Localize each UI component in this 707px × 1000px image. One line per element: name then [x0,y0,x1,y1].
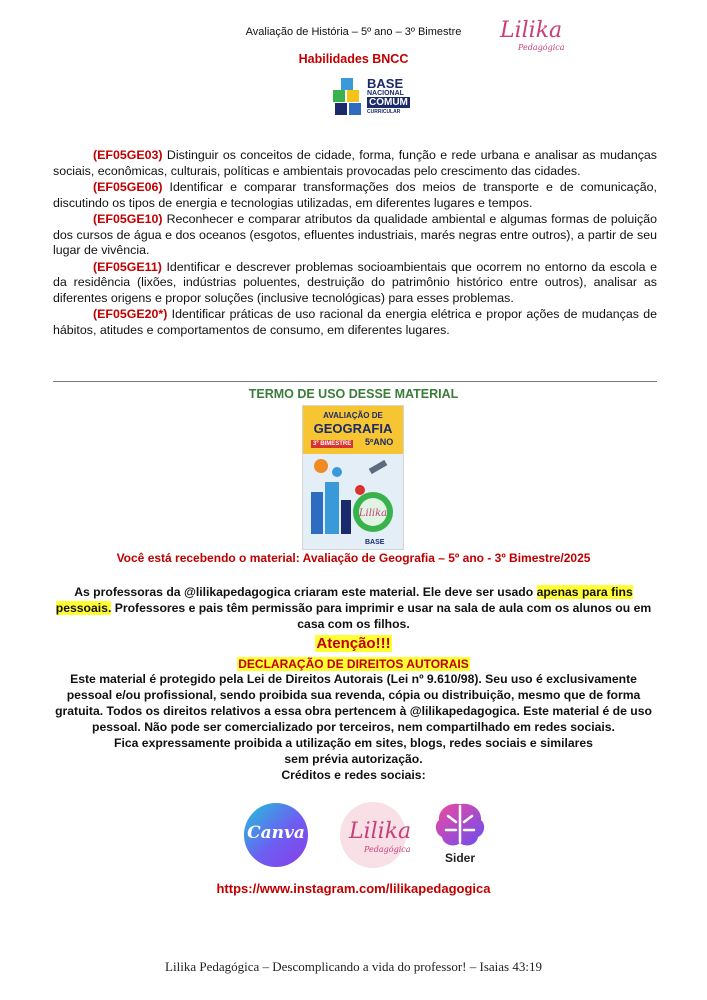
skill-code: (EF05GE20*) [93,307,168,321]
gear-icon [332,467,342,477]
material-cover-image [302,405,404,550]
instagram-link[interactable]: https://www.instagram.com/lilikapedagogica [216,881,491,896]
legal-line2: Fica expressamente proibida a utilização em sites, blogs, redes sociais e similares [114,736,593,750]
gear-icon [314,459,328,473]
page-header-title: Avaliação de História – 5º ano – 3º Bimestre [245,26,462,38]
cover-badge: 3º BIMESTRE [313,441,352,447]
lilika-logo-subtext: Pedagógica [518,43,565,52]
skill-text: Identificar e comparar transformações dos meios de transporte e de comunicação, discutindo os tipos de energia e tecnologias utilizadas, em diferentes lugares e tempos. [53,180,657,210]
bncc-logo [331,74,421,120]
section-divider [53,381,657,382]
cover-line2: GEOGRAFIA [313,421,393,436]
sider-logo-text: Sider [444,851,475,865]
lilika-round-logo[interactable] [340,802,412,868]
skill-item [53,212,657,259]
building-icon [325,482,339,534]
canva-logo-text: Canva [247,823,305,843]
cover-grade: 5ºANO [365,437,394,447]
skill-item [53,180,657,211]
lilika-round-logo-text: Lilika [349,819,412,844]
attention-banner [0,635,707,653]
bncc-logo-base: BASE [367,76,404,91]
building-icon [341,500,351,534]
legal-notice [50,671,657,783]
legal-main: Este material é protegido pela Lei de Direitos Autorais (Lei nº 9.610/98). Seu uso é exclusivamente pessoal e/ou profissional, sendo proibida sua revenda, cópia ou distribuição, mesmo que de forma gratuita. Todos os direitos relativos a essa obra pertencem à @lilikapedagogica. Este material é de uso pessoal. Não pode ser comercializado por terceiros, nem compartilhado em redes sociais. [55,672,652,734]
skill-text: Identificar práticas de uso racional da energia elétrica e propor ações de mudanças de hábitos, atitudes e comportamentos de consumo, em diferentes lugares. [53,307,657,337]
material-line: Você está recebendo o material: Avaliação de Geografia – 5º ano - 3º Bimestre/2025 [116,551,591,565]
location-pin-icon [355,485,365,495]
skill-item [53,148,657,179]
cover-illustration [303,454,403,549]
usage-text-a: As professoras da @lilikapedagogica criaram este material. Ele deve ser usado [74,585,537,599]
sider-logo[interactable] [430,800,490,870]
usage-paragraph [55,584,652,632]
usage-highlight: apenas para fins pessoais. [55,585,633,615]
cover-brand: Lilika [358,508,388,519]
skill-code: (EF05GE03) [93,148,163,162]
attention-text: Atenção!!! [316,635,391,652]
satellite-icon [369,460,388,474]
skills-list [53,148,657,339]
credits-logos [0,800,707,870]
usage-text-b: Professores e pais têm permissão para imprimir e usar na sala de aula com os alunos ou em casa com os filhos. [111,601,652,631]
bncc-logo-curricular: CURRICULAR [367,109,401,115]
bncc-cubes-icon [331,74,365,118]
skill-code: (EF05GE10) [93,212,163,226]
building-icon [311,492,323,534]
skill-item [53,260,657,307]
skill-text: Distinguir os conceitos de cidade, forma, função e rede urbana e analisar as mudanças sociais, econômicas, culturais, políticas e ambientais provocadas pelo crescimento das cidades. [53,148,657,178]
legal-line3: sem prévia autorização. [284,752,423,766]
skill-text: Identificar e descrever problemas socioambientais que ocorrem no entorno da escola e da residência (lixões, indústrias poluentes, destruição do patrimônio histórico entre outros), analisar as diferentes origens e propor soluções (inclusive tecnológicas) para esses problemas. [53,259,657,305]
bncc-logo-nacional: NACIONAL [367,90,404,97]
skill-code: (EF05GE11) [93,259,162,274]
lilika-logo [492,10,565,52]
bncc-logo-comum: COMUM [369,97,408,108]
skill-item [53,307,657,338]
credits-label: Créditos e redes sociais: [281,768,426,782]
cover-bottom: BASE [365,539,385,546]
lilika-logo-text: Lilika [500,18,563,43]
declaration-text: DECLARAÇÃO DE DIREITOS AUTORAIS [238,657,469,671]
brain-icon [430,800,490,850]
bncc-heading: Habilidades BNCC [298,52,409,66]
canva-logo[interactable] [244,803,308,867]
skill-text: Reconhecer e comparar atributos da qualidade ambiental e algumas formas de poluição dos cursos de água e dos oceanos (esgotos, efluentes industriais, marés negras entre outros), a partir de seu lugar de vivência. [53,212,657,257]
lilika-round-logo-subtext: Pedagógica [364,845,411,854]
page-footer: Lilika Pedagógica – Descomplicando a vida do professor! – Isaias 43:19 [165,959,542,974]
skill-code: (EF05GE06) [93,180,163,194]
cover-line1: AVALIAÇÃO DE [323,411,383,420]
terms-heading: TERMO DE USO DESSE MATERIAL [248,387,459,401]
